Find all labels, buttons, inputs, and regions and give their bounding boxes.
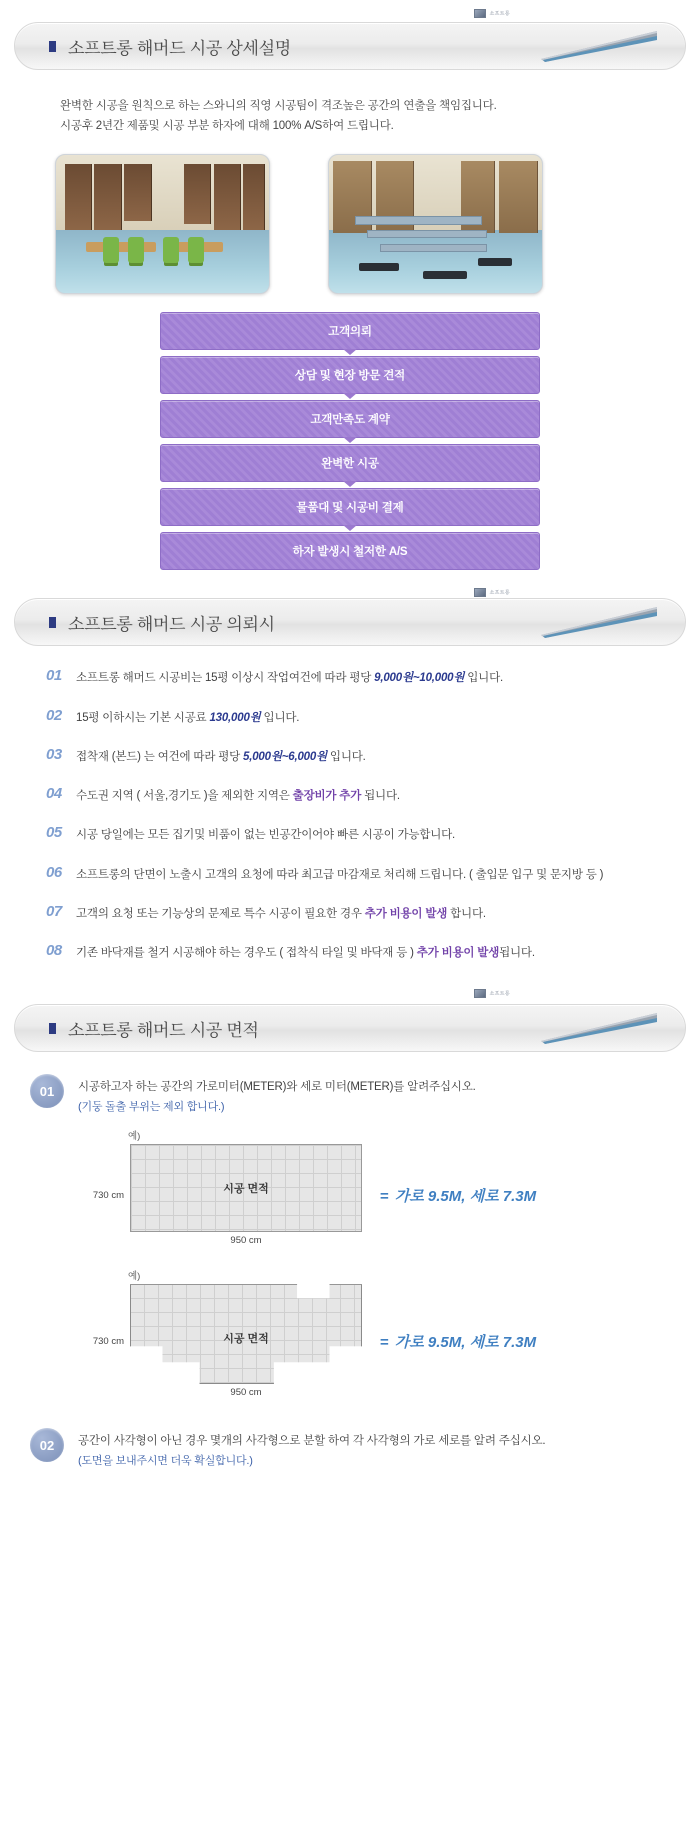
emphasis-run: 9,000원~10,000원 — [374, 672, 465, 685]
term-row — [46, 825, 676, 844]
result-value: 가로 9.5M, 세로 7.3M — [394, 1187, 537, 1205]
area-diagram-rectangle — [80, 1128, 700, 1246]
text-run: 15평 이하시는 기본 시공료 — [76, 711, 210, 724]
section-title: 소프트롱 해머드 시공 면적 — [68, 1020, 259, 1040]
term-row — [46, 904, 676, 923]
section-title: 소프트롱 해머드 시공 의뢰시 — [68, 614, 275, 634]
text-run: 기존 바닥재를 철거 시공해야 하는 경우도 ( 접착식 타일 및 바닥재 등 ) — [76, 947, 417, 959]
logo-mark-icon — [474, 989, 486, 998]
term-text — [76, 825, 455, 844]
result-value: 가로 9.5M, 세로 7.3M — [394, 1333, 537, 1351]
term-text — [76, 786, 400, 805]
sheet-graphic-icon — [539, 1011, 659, 1045]
term-text — [76, 943, 535, 962]
text-run: 됩니다. — [361, 790, 400, 802]
term-number: 05 — [46, 824, 62, 842]
bullet-square-icon — [49, 41, 56, 52]
logo-text: 소프트롱 — [489, 10, 510, 17]
emphasis-run: 추가 비용이 발생 — [416, 947, 500, 959]
emphasis-run: 130,000원 — [209, 711, 261, 724]
shape-inner-label: 시공 면적 — [223, 1183, 269, 1196]
text-run: 입니다. — [260, 711, 300, 724]
text-run: 입니다. — [326, 750, 366, 763]
section-header-request — [14, 598, 686, 646]
term-number: 03 — [46, 745, 62, 763]
flow-step: 상담 및 현장 방문 견적 — [160, 356, 540, 394]
term-number: 01 — [46, 667, 62, 685]
horizontal-dimension-label: 950 cm — [230, 1387, 262, 1399]
intro-line-1: 완벽한 시공을 원칙으로 하는 스와니의 직영 시공팀이 격조높은 공간의 연출을 책임집니다. — [60, 100, 497, 112]
term-number: 08 — [46, 942, 62, 959]
flow-step: 고객의뢰 — [160, 312, 540, 350]
term-number: 02 — [46, 706, 62, 724]
text-run: 됩니다. — [499, 947, 535, 959]
bullet-square-icon — [49, 1023, 56, 1034]
step-line-1: 시공하고자 하는 공간의 가로미터(METER)와 세로 미터(METER)를 알려주십시오. — [78, 1081, 476, 1094]
horizontal-dimension-label: 950 cm — [230, 1235, 262, 1247]
vertical-dimension-label: 730 cm — [92, 1189, 124, 1201]
section-header-detail — [14, 22, 686, 70]
emphasis-run: 5,000원~6,000원 — [243, 750, 327, 763]
term-row — [46, 865, 676, 884]
text-run: 합니다. — [447, 907, 486, 920]
area-step-2 — [0, 1428, 700, 1468]
example-label: 예) — [128, 1131, 141, 1143]
area-rectangle-shape — [130, 1144, 362, 1232]
logo-text: 소프트롱 — [489, 990, 510, 997]
term-row — [46, 786, 676, 805]
equals-sign: = — [380, 1333, 389, 1351]
shape-inner-label: 시공 면적 — [223, 1333, 269, 1346]
text-run: 수도권 지역 ( 서울,경기도 )을 제외한 지역은 — [76, 790, 293, 802]
term-number: 04 — [46, 785, 62, 802]
term-text — [76, 865, 603, 884]
text-run: 시공 당일에는 모든 집기및 비품이 없는 빈공간이어야 빠른 시공이 가능합니다. — [76, 829, 456, 842]
equals-sign: = — [380, 1187, 389, 1205]
text-run: 고객의 요청 또는 기능상의 문제로 특수 시공이 필요한 경우 — [76, 907, 365, 920]
step-line-2: (도면을 보내주시면 더욱 확실합니다.) — [78, 1455, 253, 1468]
area-result-1 — [380, 1185, 536, 1206]
text-run: 소프트롱 해머드 시공비는 15평 이상시 작업여건에 따라 평당 — [76, 672, 375, 685]
flow-step: 하자 발생시 철저한 A/S — [160, 532, 540, 570]
emphasis-run: 출장비가 추가 — [292, 790, 362, 802]
step-number-badge: 01 — [30, 1074, 64, 1108]
term-number: 07 — [46, 902, 62, 920]
sheet-graphic-icon — [539, 605, 659, 639]
term-row — [46, 708, 676, 727]
term-row — [46, 668, 676, 687]
logo-mark-icon — [474, 9, 486, 18]
term-row — [46, 747, 676, 766]
text-run: 입니다. — [464, 672, 503, 685]
logo-text: 소프트롱 — [489, 589, 510, 596]
corner-logo-low — [0, 982, 700, 1000]
term-text — [76, 708, 299, 727]
step-line-2: (기둥 돌출 부위는 제외 합니다.) — [78, 1101, 225, 1114]
corner-logo-mid — [0, 576, 700, 594]
flow-step: 완벽한 시공 — [160, 444, 540, 482]
office-interior-photo — [328, 154, 543, 294]
intro-paragraph — [60, 96, 700, 136]
request-terms-list — [0, 668, 700, 962]
library-interior-photo — [55, 154, 270, 294]
term-row — [46, 943, 676, 962]
step-number-badge: 02 — [30, 1428, 64, 1462]
term-text — [76, 904, 486, 923]
logo-mark-icon — [474, 588, 486, 597]
photo-gallery — [55, 154, 700, 294]
sheet-graphic-icon — [539, 29, 659, 63]
term-text — [76, 747, 366, 766]
term-number: 06 — [46, 863, 62, 881]
emphasis-run: 추가 비용이 발생 — [364, 907, 448, 920]
text-run: 소프트롱의 단면이 노출시 고객의 요청에 따라 최고급 마감재로 처리해 드립니다. ( 출입문 입구 및 문지방 등 ) — [76, 868, 604, 881]
example-label: 예) — [128, 1271, 141, 1283]
area-step-1 — [0, 1074, 700, 1114]
vertical-dimension-label: 730 cm — [92, 1335, 124, 1347]
text-run: 접착재 (본드) 는 여건에 따라 평당 — [76, 750, 244, 763]
flow-step: 고객만족도 계약 — [160, 400, 540, 438]
flow-step: 물품대 및 시공비 결제 — [160, 488, 540, 526]
process-flow-chart — [160, 312, 540, 570]
bullet-square-icon — [49, 617, 56, 628]
intro-line-2: 시공후 2년간 제품및 시공 부분 하자에 대해 100% A/S하여 드립니다. — [60, 120, 394, 133]
corner-logo-top — [0, 0, 700, 18]
area-result-2 — [380, 1331, 536, 1352]
term-text — [76, 668, 503, 687]
section-title: 소프트롱 해머드 시공 상세설명 — [68, 38, 291, 58]
area-polygon-shape — [130, 1284, 362, 1384]
step-line-1: 공간이 사각형이 아닌 경우 몇개의 사각형으로 분할 하여 각 사각형의 가로 세로를 알려 주십시오. — [78, 1435, 546, 1448]
area-diagram-polygon — [80, 1268, 700, 1398]
section-header-area — [14, 1004, 686, 1052]
